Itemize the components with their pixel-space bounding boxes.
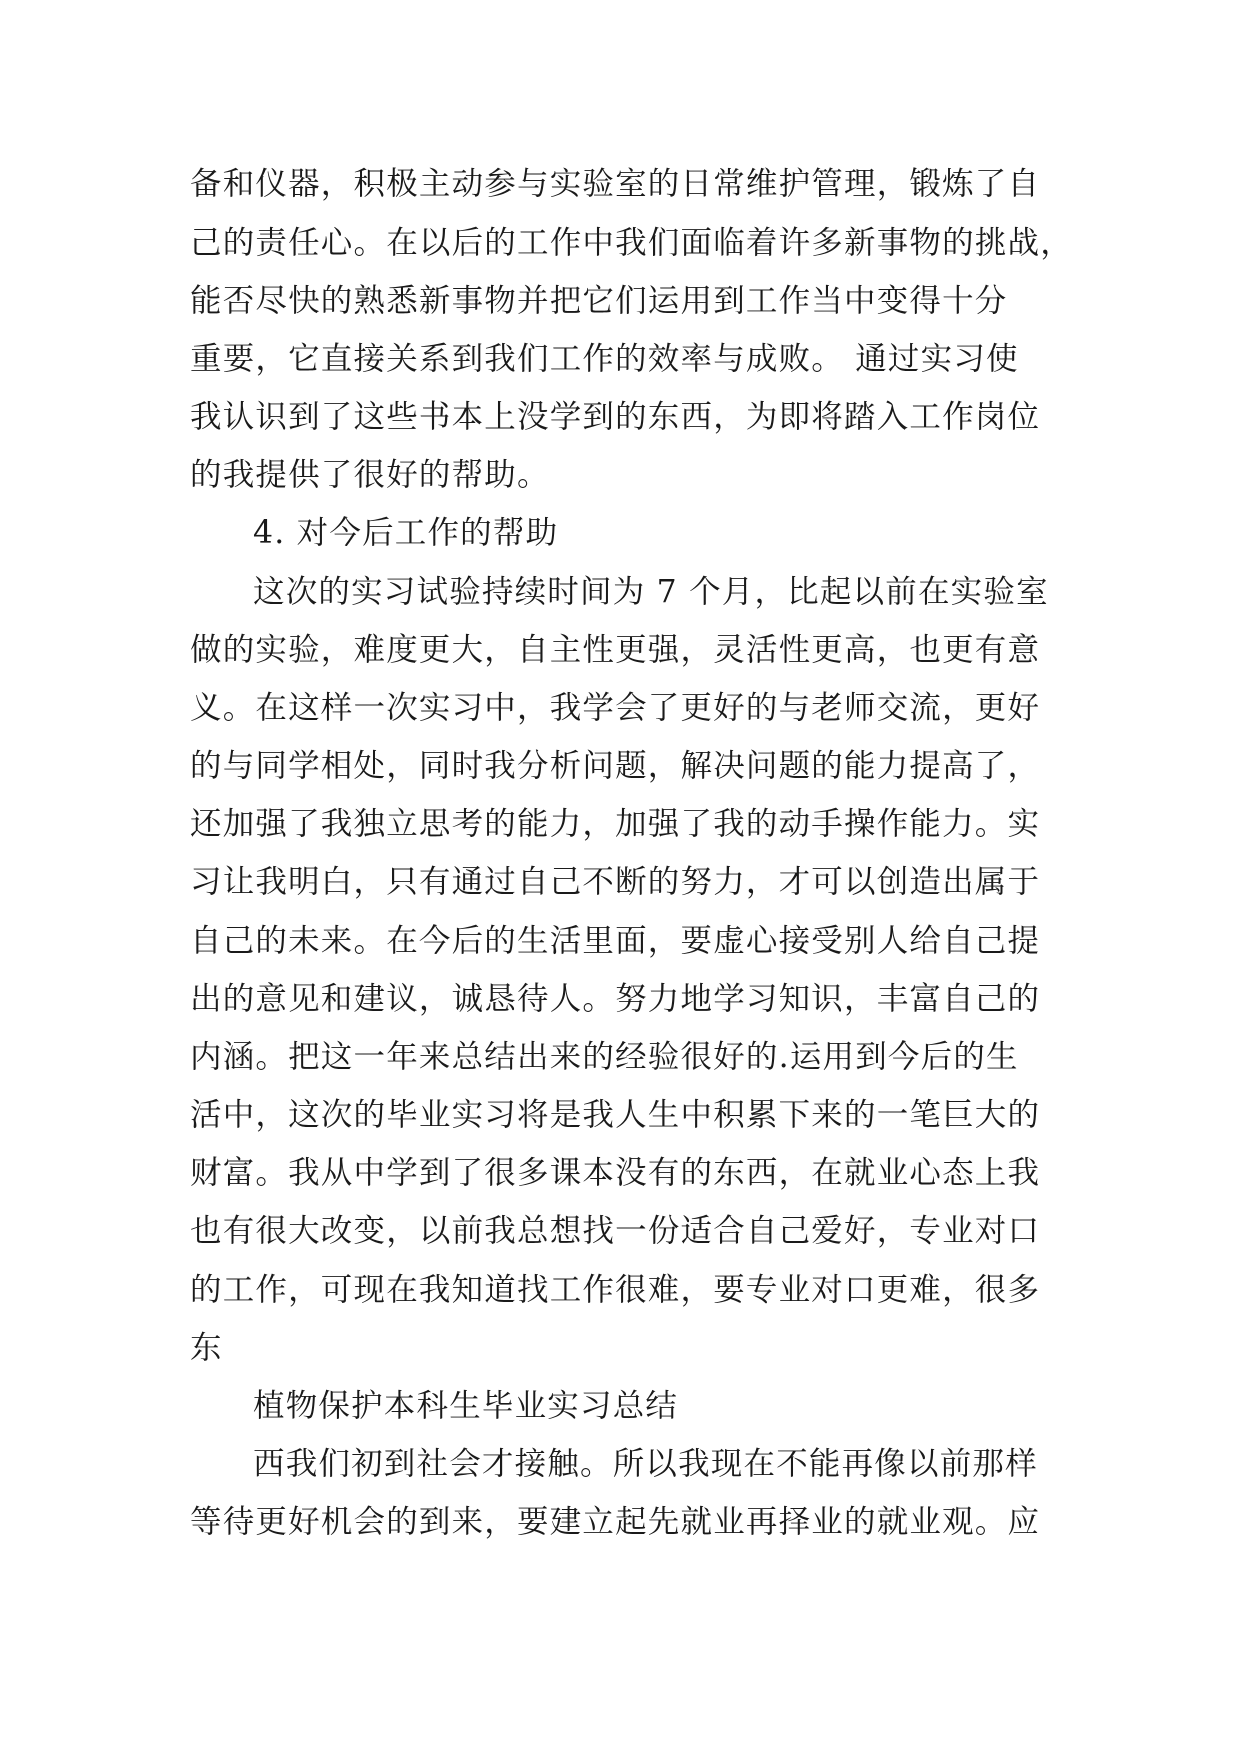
paragraph-line: 备和仪器，积极主动参与实验室的日常维护管理，锻炼了自 bbox=[190, 166, 1041, 202]
paragraph-line: 义。在这样一次实习中，我学会了更好的与老师交流，更好 bbox=[190, 690, 1041, 726]
document-title: 植物保护本科生毕业实习总结 bbox=[253, 1388, 679, 1424]
paragraph-line: 我认识到了这些书本上没学到的东西，为即将踏入工作岗位 bbox=[190, 399, 1041, 435]
paragraph-line: 西我们初到社会才接触。所以我现在不能再像以前那样 bbox=[253, 1446, 1038, 1482]
paragraph-line: 的工作，可现在我知道找工作很难，要专业对口更难，很多 bbox=[190, 1272, 1041, 1308]
section-heading: 4. 对今后工作的帮助 bbox=[253, 515, 559, 551]
paragraph-line: 也有很大改变，以前我总想找一份适合自己爱好，专业对口 bbox=[190, 1213, 1041, 1249]
paragraph-line: 财富。我从中学到了很多课本没有的东西，在就业心态上我 bbox=[190, 1155, 1041, 1191]
paragraph-line: 习让我明白，只有通过自己不断的努力，才可以创造出属于 bbox=[190, 864, 1041, 900]
paragraph-line: 能否尽快的熟悉新事物并把它们运用到工作当中变得十分 bbox=[190, 283, 1008, 319]
paragraph-line: 等待更好机会的到来，要建立起先就业再择业的就业观。应 bbox=[190, 1504, 1041, 1540]
paragraph-line: 活中，这次的毕业实习将是我人生中积累下来的一笔巨大的 bbox=[190, 1097, 1041, 1133]
paragraph-line: 的与同学相处，同时我分析问题，解决问题的能力提高了， bbox=[190, 748, 1041, 784]
paragraph-line: 东 bbox=[190, 1330, 223, 1366]
paragraph-line: 重要，它直接关系到我们工作的效率与成败。 通过实习使 bbox=[190, 341, 1019, 377]
paragraph-line: 己的责任心。在以后的工作中我们面临着许多新事物的挑战， bbox=[190, 225, 1073, 261]
paragraph-line: 出的意见和建议，诚恳待人。努力地学习知识，丰富自己的 bbox=[190, 981, 1041, 1017]
paragraph-line: 这次的实习试验持续时间为 7 个月，比起以前在实验室 bbox=[253, 574, 1049, 610]
paragraph-line: 自己的未来。在今后的生活里面，要虚心接受别人给自己提 bbox=[190, 923, 1041, 959]
paragraph-line: 内涵。把这一年来总结出来的经验很好的.运用到今后的生 bbox=[190, 1039, 1019, 1075]
paragraph-line: 的我提供了很好的帮助。 bbox=[190, 457, 550, 493]
paragraph-line: 还加强了我独立思考的能力，加强了我的动手操作能力。实 bbox=[190, 806, 1041, 842]
paragraph-line: 做的实验，难度更大，自主性更强，灵活性更高，也更有意 bbox=[190, 632, 1041, 668]
